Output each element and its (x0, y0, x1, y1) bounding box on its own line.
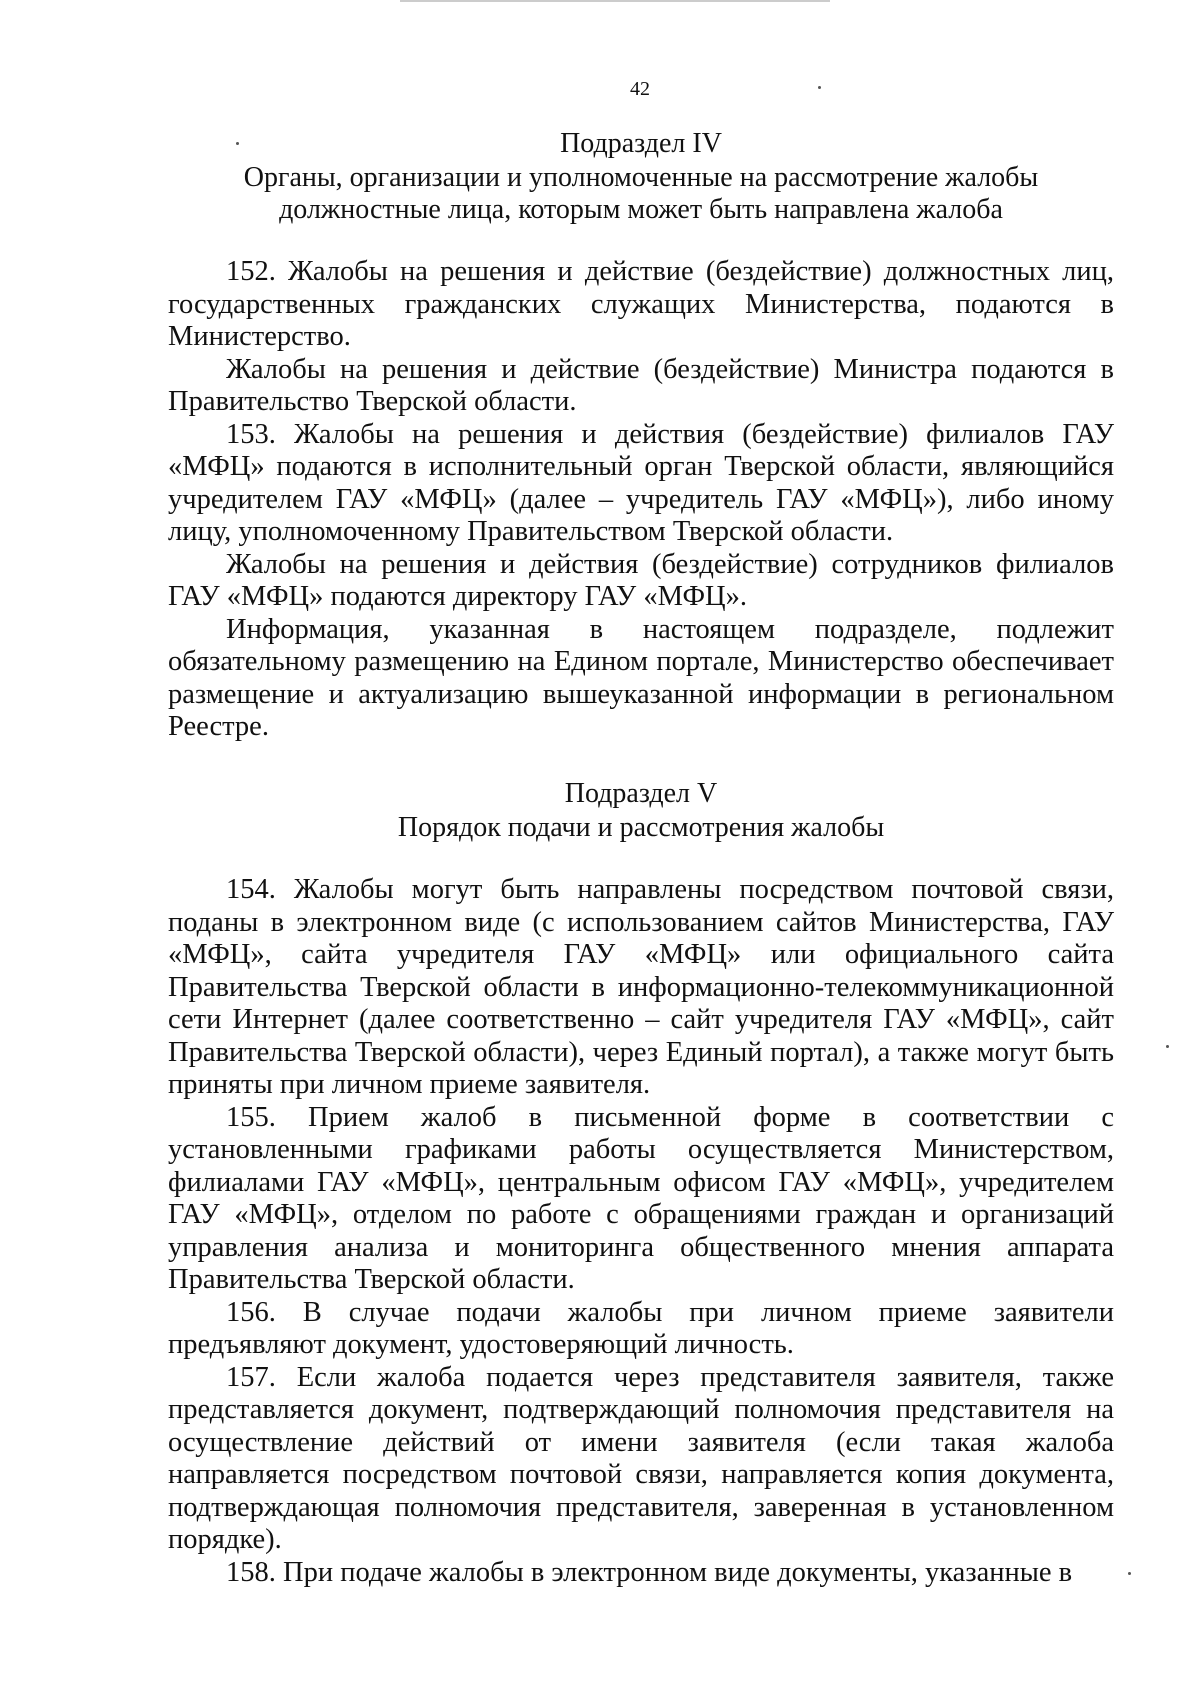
subsection-5-title: Подраздел V (564, 778, 718, 809)
subsection-5-body (168, 874, 1114, 1589)
subsection-5-subtitle: Порядок подачи и рассмотрения жалобы (397, 812, 885, 843)
subsection-4-subtitle-line1: Органы, организации и уполномоченные на рассмотрение жалобы (243, 162, 1039, 193)
subsection-4 (168, 128, 1114, 744)
paragraph-158: 158. При подаче жалобы в электронном виде документы, указанные в (226, 1556, 1073, 1588)
paragraph-155: 155. Прием жалоб в письменной форме в соответствии с установленными графиками работы осуществляется Министерством, филиалами ГАУ «МФЦ», центральным офисом ГАУ «МФЦ», учредителем ГАУ «МФЦ», отделом по работе с обращениями граждан и организаций управления анализа и мониторинга общественного мнения аппарата Правительства Тверской области. (168, 1101, 1114, 1295)
scan-speck (1128, 1572, 1131, 1575)
paragraph-information: Информация, указанная в настоящем подразделе, подлежит обязательному размещению на Едином портале, Министерство обеспечивает размещение и актуализацию вышеуказанной информации в региональном Реестре. (168, 613, 1114, 742)
scan-speck (1166, 1045, 1169, 1048)
paragraph-152-minister: Жалобы на решения и действие (бездействие) Министра подаются в Правительство Тверской области. (168, 353, 1114, 417)
subsection-5 (168, 778, 1114, 1589)
subsection-4-title: Подраздел IV (560, 128, 722, 159)
subsection-4-subtitle-line2: должностные лица, которым может быть направлена жалоба (279, 194, 1003, 225)
paragraph-154: 154. Жалобы могут быть направлены посредством почтовой связи, поданы в электронном виде (с использованием сайтов Министерства, ГАУ «МФЦ», сайта учредителя ГАУ «МФЦ» или официального сайта Правительства Тверской области в информационно-телекоммуникационной сети Интернет (далее соответственно – сайт учредителя ГАУ «МФЦ», сайт Правительства Тверской области), через Единый портал), а также могут быть приняты при личном приеме заявителя. (168, 874, 1114, 1100)
paragraph-153: 153. Жалобы на решения и действия (бездействие) филиалов ГАУ «МФЦ» подаются в исполнительный орган Тверской области, являющийся учредителем ГАУ «МФЦ» (далее – учредитель ГАУ «МФЦ»), либо иному лицу, уполномоченному Правительством Тверской области. (168, 418, 1114, 547)
paragraph-157: 157. Если жалоба подается через представителя заявителя, также представляется документ, подтверждающий полномочия представителя на осуществление действий от имени заявителя (если такая жалоба направляется посредством почтовой связи, направляется копия документа, подтверждающая полномочия представителя, заверенная в установленном порядке). (168, 1361, 1114, 1555)
paragraph-153-staff: Жалобы на решения и действия (бездействие) сотрудников филиалов ГАУ «МФЦ» подаются директору ГАУ «МФЦ». (168, 548, 1114, 612)
subsection-4-body (168, 256, 1114, 744)
page-number: 42 (630, 78, 650, 100)
paragraph-152: 152. Жалобы на решения и действие (бездействие) должностных лиц, государственных гражданских служащих Министерства, подаются в Министерство. (168, 256, 1114, 352)
paragraph-156: 156. В случае подачи жалобы при личном приеме заявители предъявляют документ, удостоверяющий личность. (168, 1296, 1114, 1360)
scan-artifact-line (400, 0, 830, 2)
